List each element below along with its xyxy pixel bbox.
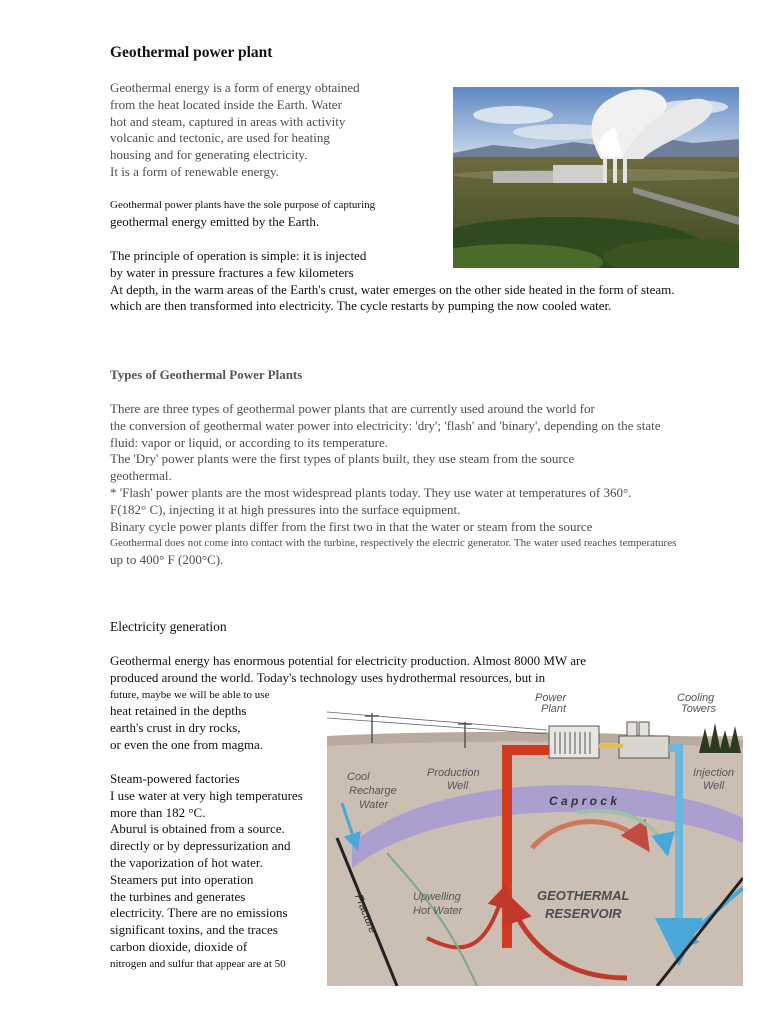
text-line: which are then transformed into electricity. The cycle restarts by pumping the now cooled water.: [110, 298, 612, 314]
text-line: volcanic and tectonic, are used for heating: [110, 130, 330, 146]
text-line: There are three types of geothermal power plants that are currently used around the world for: [110, 401, 595, 416]
text-line: The principle of operation is simple: it is injected: [110, 248, 367, 263]
text-line: more than 182 °C.: [110, 804, 206, 820]
label-caprock: C a p r o c k: [549, 794, 618, 808]
text-line: F(182° C), injecting it at high pressures into the surface equipment.: [110, 501, 461, 517]
text-line: Binary cycle power plants differ from the first two in that the water or steam from the source: [110, 518, 593, 534]
label-water: Water: [359, 799, 389, 811]
geothermal-plant-photo: [453, 87, 739, 268]
text-line: by water in pressure fractures a few kilometers: [110, 264, 354, 280]
text-line: geothermal energy emitted by the Earth.: [110, 213, 320, 229]
text-line: the vaporization of hot water.: [110, 854, 263, 870]
steam-plants-paragraph: [110, 771, 303, 973]
text-line: At depth, in the warm areas of the Earth's crust, water emerges on the other side heated in the form of steam.: [110, 281, 675, 297]
label-cooling: Cooling: [677, 692, 715, 704]
text-line: from the heat located inside the Earth. Water: [110, 96, 342, 112]
label-production-well: Well: [447, 780, 469, 792]
text-line: earth's crust in dry rocks,: [110, 720, 241, 736]
text-line: electricity. There are no emissions: [110, 905, 288, 921]
text-line: Steam-powered factories: [110, 771, 240, 786]
label-production: Production: [427, 767, 480, 779]
label-recharge: Recharge: [349, 785, 397, 797]
label-reservoir: RESERVOIR: [545, 906, 622, 921]
text-line: produced around the world. Today's technology uses hydrothermal resources, but in: [110, 669, 546, 685]
text-line: future, maybe we will be able to use: [110, 688, 270, 701]
text-line: * 'Flash' power plants are the most widespread plants today. They use water at temperatures of 360°.: [110, 484, 632, 500]
electricity-heading: Electricity generation: [110, 619, 227, 634]
text-line: hot and steam, captured in areas with activity: [110, 113, 346, 129]
label-fracture: Fracture: [352, 892, 379, 936]
label-injection: Injection: [693, 767, 734, 779]
label-hot-water: Hot Water: [413, 905, 463, 917]
text-line: I use water at very high temperatures: [110, 787, 303, 803]
page-title: Geothermal power plant: [110, 44, 273, 61]
purpose-paragraph: [110, 197, 375, 231]
label-plant: Plant: [541, 703, 567, 715]
text-line: nitrogen and sulfur that appear are at 50: [110, 957, 286, 970]
text-line: Geothermal power plants have the sole purpose of capturing: [110, 199, 376, 211]
text-line: Aburul is obtained from a source.: [110, 821, 285, 837]
label-towers: Towers: [681, 703, 717, 715]
geothermal-diagram: [327, 688, 743, 986]
text-line: fluid: vapor or liquid, or according to its temperature.: [110, 434, 388, 450]
text-line: geothermal.: [110, 468, 172, 484]
text-line: Geothermal energy has enormous potential for electricity production. Almost 8000 MW are: [110, 653, 587, 668]
text-line: up to 400° F (200°C).: [110, 552, 224, 568]
intro-paragraph: [110, 80, 360, 181]
label-injection-well: Well: [703, 780, 725, 792]
text-line: Steamers put into operation: [110, 871, 254, 887]
text-line: Geothermal energy is a form of energy obtained: [110, 80, 360, 95]
text-line: The 'Dry' power plants were the first types of plants built, they use steam from the source: [110, 451, 575, 467]
text-line: heat retained in the depths: [110, 703, 247, 719]
types-heading: Types of Geothermal Power Plants: [110, 367, 303, 382]
label-power: Power: [535, 692, 567, 704]
text-line: directly or by depressurization and: [110, 838, 291, 854]
text-line: the turbines and generates: [110, 888, 246, 904]
text-line: It is a form of renewable energy.: [110, 163, 279, 179]
text-line: or even the one from magma.: [110, 736, 264, 752]
label-geothermal: GEOTHERMAL: [537, 888, 630, 903]
text-line: the conversion of geothermal water power into electricity: 'dry'; 'flash' and 'binary', depending on the state: [110, 417, 661, 433]
text-line: significant toxins, and the traces: [110, 922, 278, 938]
text-line: housing and for generating electricity.: [110, 147, 308, 163]
label-cool: Cool: [347, 771, 370, 783]
label-upwelling: Upwelling: [413, 891, 461, 903]
text-line: Geothermal does not come into contact with the turbine, respectively the electric generator. The water used reaches temperatures: [110, 537, 677, 550]
text-line: carbon dioxide, dioxide of: [110, 938, 248, 954]
types-paragraph: [110, 401, 676, 569]
